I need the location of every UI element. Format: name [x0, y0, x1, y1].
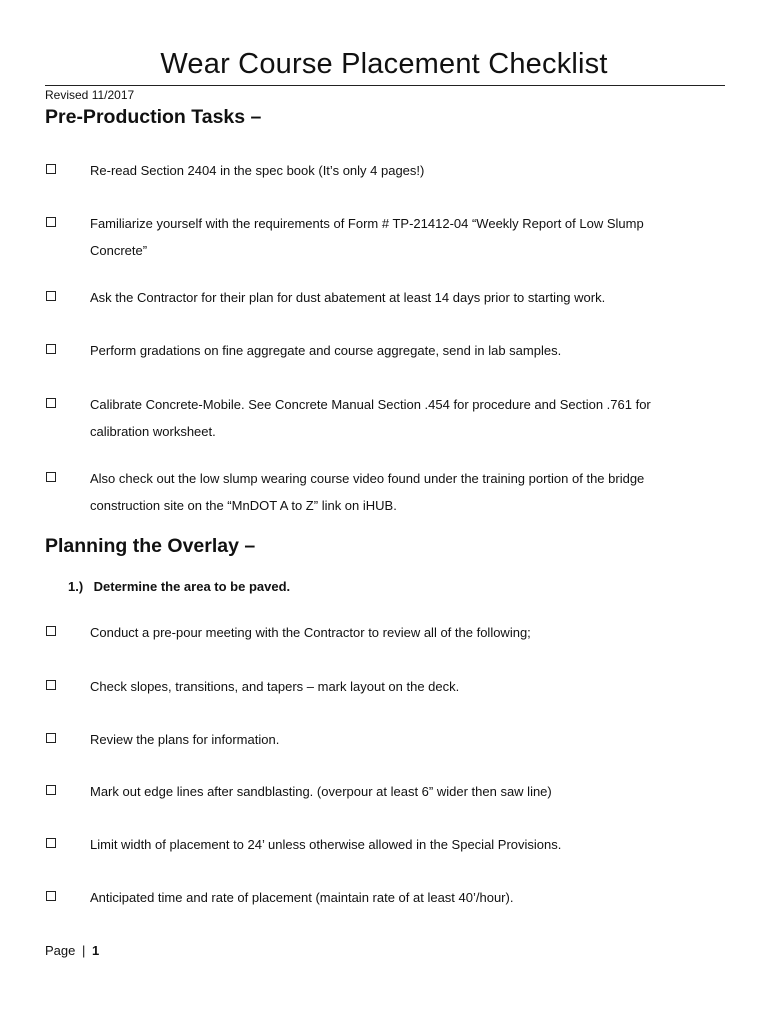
title-divider: [45, 85, 725, 86]
checkbox[interactable]: [46, 785, 56, 795]
checkbox[interactable]: [46, 891, 56, 901]
footer-page-number: 1: [92, 943, 100, 958]
checkbox[interactable]: [46, 733, 56, 743]
checkbox[interactable]: [46, 680, 56, 690]
section-heading-planning-overlay: Planning the Overlay –: [45, 535, 256, 557]
page-footer: [45, 943, 99, 958]
checkbox[interactable]: [46, 164, 56, 174]
section-heading-pre-production: Pre-Production Tasks –: [45, 106, 262, 128]
step-text: Determine the area to be paved.: [93, 579, 291, 594]
checklist-item-text: Check slopes, transitions, and tapers – mark layout on the deck.: [90, 679, 460, 694]
checklist-item-text: Review the plans for information.: [90, 732, 280, 747]
page-title: Wear Course Placement Checklist: [160, 48, 608, 80]
numbered-step: [68, 579, 290, 594]
checklist-item-text: Ask the Contractor for their plan for dust abatement at least 14 days prior to starting work.: [90, 290, 606, 305]
checklist-item-text: Limit width of placement to 24’ unless otherwise allowed in the Special Provisions.: [90, 837, 562, 852]
footer-separator: |: [82, 943, 86, 958]
checklist-item-text: Calibrate Concrete-Mobile. See Concrete Manual Section .454 for procedure and Section .761 for calibration worksheet.: [90, 397, 651, 439]
checkbox[interactable]: [46, 838, 56, 848]
checklist-item-text: Familiarize yourself with the requirements of Form # TP-21412-04 “Weekly Report of Low Slump Concrete”: [90, 216, 644, 258]
checkbox[interactable]: [46, 472, 56, 482]
checklist-item-text: Perform gradations on fine aggregate and course aggregate, send in lab samples.: [90, 343, 562, 358]
checkbox[interactable]: [46, 217, 56, 227]
checklist-item-text: Conduct a pre-pour meeting with the Contractor to review all of the following;: [90, 625, 531, 640]
checklist-item-text: Re-read Section 2404 in the spec book (It’s only 4 pages!): [90, 163, 425, 178]
checklist-item-text: Anticipated time and rate of placement (maintain rate of at least 40’/hour).: [90, 890, 514, 905]
footer-page-label: Page: [45, 943, 76, 958]
revision-date: Revised 11/2017: [45, 88, 135, 102]
checkbox[interactable]: [46, 626, 56, 636]
checkbox[interactable]: [46, 398, 56, 408]
checklist-item-text: Mark out edge lines after sandblasting. (overpour at least 6” wider then saw line): [90, 784, 552, 799]
checklist-item-text: Also check out the low slump wearing course video found under the training portion of the bridge construction site on the “MnDOT A to Z” link on iHUB.: [90, 471, 645, 513]
step-number: 1.): [68, 579, 84, 594]
checkbox[interactable]: [46, 291, 56, 301]
checkbox[interactable]: [46, 344, 56, 354]
